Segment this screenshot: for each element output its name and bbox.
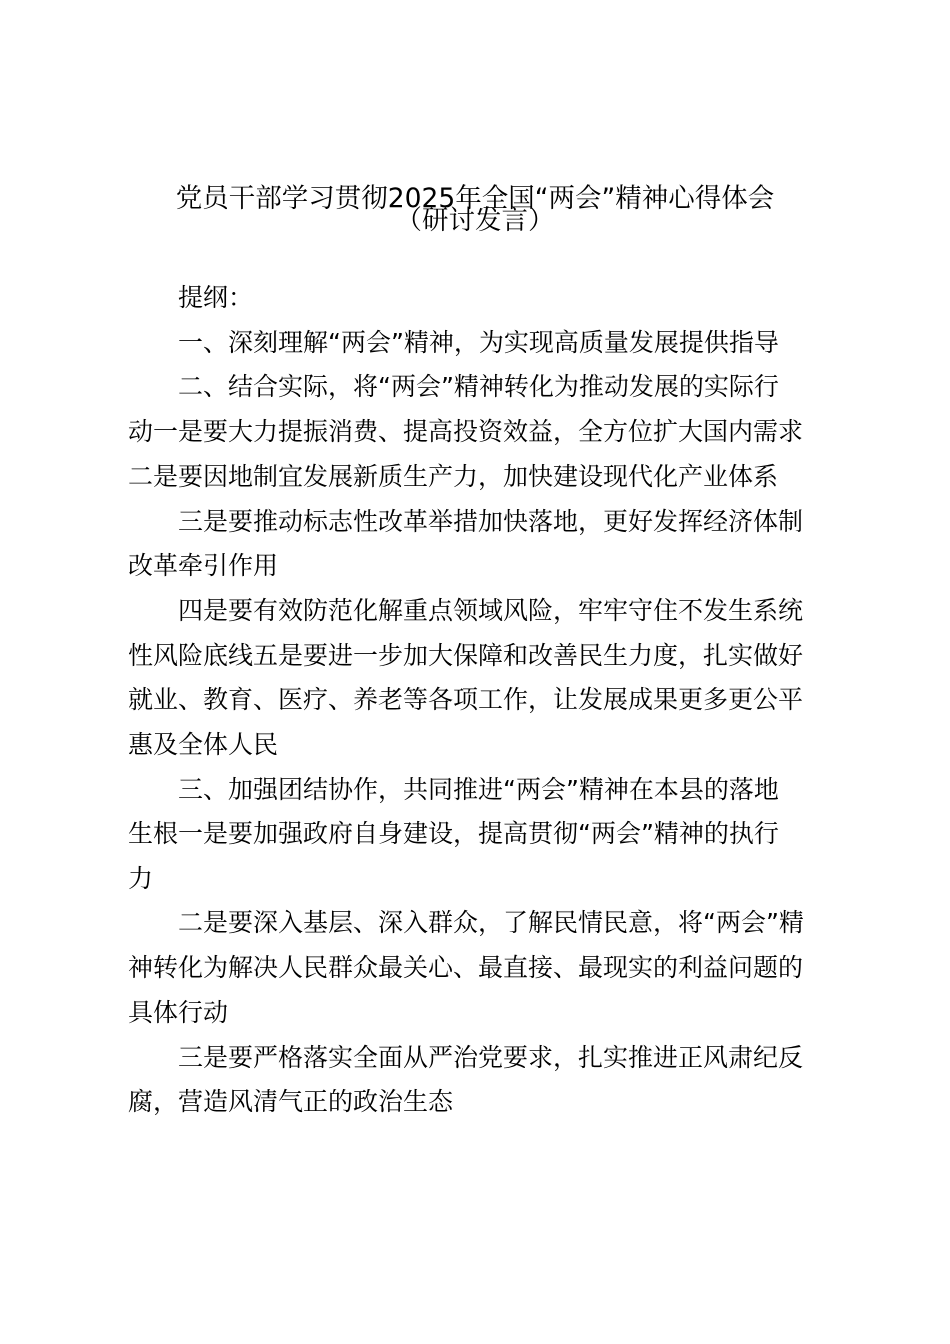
- paragraph-line: 神转化为解决人民群众最关心、最直接、最现实的利益问题的: [128, 953, 804, 982]
- paragraph-line: 改革牵引作用: [128, 551, 279, 580]
- paragraph-line: 三是要推动标志性改革举措加快落地，更好发挥经济体制: [178, 507, 804, 536]
- paragraph-line: 惠及全体人民: [128, 730, 279, 759]
- document-subtitle: （研讨发言）: [395, 205, 555, 236]
- paragraph-line: 四是要有效防范化解重点领域风险，牢牢守住不发生系统: [178, 596, 804, 625]
- paragraph-line: 生根一是要加强政府自身建设，提高贯彻“两会”精神的执行: [128, 819, 779, 848]
- paragraph-line: 三、加强团结协作，共同推进“两会”精神在本县的落地: [178, 775, 779, 804]
- paragraph-line: 一、深刻理解“两会”精神，为实现高质量发展提供指导: [178, 328, 779, 357]
- paragraph-line: 性风险底线五是要进一步加大保障和改善民生力度，扎实做好: [128, 641, 804, 670]
- paragraph-line: 腐，营造风清气正的政治生态: [128, 1087, 454, 1116]
- paragraph-line: 二是要因地制宜发展新质生产力，加快建设现代化产业体系: [128, 462, 779, 491]
- paragraph-line: 三是要严格落实全面从严治党要求，扎实推进正风肃纪反: [178, 1043, 804, 1072]
- paragraph-line: 力: [128, 864, 154, 893]
- paragraph-line: 动一是要大力提振消费、提高投资效益，全方位扩大国内需求: [128, 417, 804, 446]
- paragraph-line: 二、结合实际，将“两会”精神转化为推动发展的实际行: [178, 372, 779, 401]
- paragraph-line: 具体行动: [128, 998, 229, 1027]
- outline-heading: 提纲：: [178, 283, 254, 312]
- document-title: 党员干部学习贯彻2025年全国“两会”精神心得体会: [175, 183, 775, 214]
- paragraph-line: 就业、教育、医疗、养老等各项工作，让发展成果更多更公平: [128, 685, 804, 714]
- paragraph-line: 二是要深入基层、深入群众，了解民情民意，将“两会”精: [178, 908, 804, 937]
